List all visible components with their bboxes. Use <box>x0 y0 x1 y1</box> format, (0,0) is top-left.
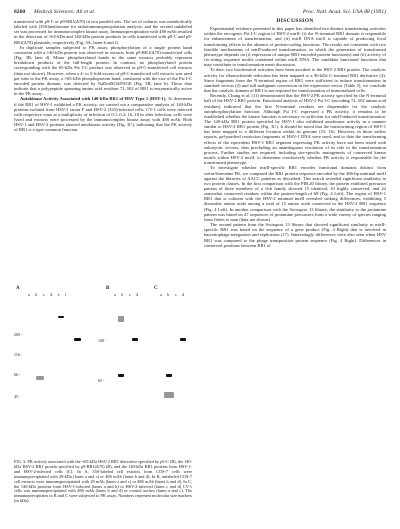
running-header <box>14 7 386 17</box>
marker-b-65: 65 - <box>98 378 105 383</box>
band-a-lane-b-65 <box>36 376 44 380</box>
left-paragraph-3-text: To determine if the RR1 of HSV-1 exhibited a PK activity, we carried out a comparative analysis of 140-kDa proteins isolated from HSV-1 strain F and HSV-2 (333)-infected cells. CV-1 cells were infected with respective virus at a multiplicity of infection of 0.1–0.2; 16–18 hr after infection, cells were lysed and extracts were processed by the immunocomplex kinase assay with 48S mAb. Both HSV-1 and HSV-2 proteins showed autokinase activity (Fig. 3C), indicating that the PK activity of RR1 is a type-common function. <box>14 96 192 133</box>
marker-a-200: 200 - <box>14 332 23 337</box>
left-column <box>14 19 192 132</box>
band-b-lane-d-140 <box>132 338 138 341</box>
left-paragraph-1: transfected with p9-C or p9-RR1(Δ70) in two parallel sets. The set of cultures was metabolically labeled with [35S]methionine for radioimmunoprecipitation analysis, and the second unlabeled set was processed for immunocomplex kinase assay. Immunoprecipitation with 48S mAb resulted in the detection of ≈65-kDa and 140-kDa protein products in cells transfected with p9-C and p9-RR1(Δ70) plasmids, respectively (Fig. 3A, lanes b and f). <box>14 19 193 45</box>
figure-caption: FIG. 3. PK activity associated with the ≈65-kDa HSV-2 RR1 derivative specified by p9-C (B), the 140-kDa HSV-2 RR1 protein specified by p9-RR1(Δ70) (B), and the 140-kDa RR1 proteins from HSV-1- and HSV-2-infected cells (C). In A, 35S-labeled cell extracts from COS-7 cells were immunoprecipitated with 28-kDa (lanes a and c) or 48S mAb (lanes b and d). In B, unlabeled COS-7 cell extracts were immunoprecipitated with 28 mAb (lanes a and c) or 48S mAb (lanes b and d). In C, the 140-kDa proteins from HSV-1-infected (lanes a and b) or HSV-2-infected (lanes c and d) CV-1 cells was immunoprecipitated with 48S mAb (lanes b and d) or control ascites (lanes a and c). The immunoprecipitates in B and C were subjected to PK assay. Numbers represent molecular size markers (in kDa). <box>14 459 192 504</box>
smear-c-lane-b <box>164 392 174 398</box>
left-paragraph-3 <box>14 96 192 132</box>
journal-citation: Proc. Natl. Acad. Sci. USA 88 (1991) <box>302 9 386 15</box>
band-c-lane-b <box>166 374 172 377</box>
marker-b-140: 140 - <box>98 338 107 343</box>
right-paragraph-3: Recently, Chung et al. (11) demonstrated that the HSV-2 PK activity specified by the N-terminal half of the HSV-2 RR1 protein. Functional analysis of HSV-2 Pst I-C (encoding 72–502 amino acid residues) indicated that the first N-terminal residues are dispensable for the catalytic autophosphorylation function. Although Pst I-C expressed a PK activity, it remains to be established whether the kinase function is necessary or sufficient for mtrII-induced transformation. The 140-kDa RR1 protein specified by HSV-1 also exhibited autokinase activity in a manner similar to HSV-2 RR1 protein (Fig. 3C). It should be noted that the transforming region of HSV-1 has been mapped to a different location within its genome (15, 16). However, in those earlier reports, gel-purified restriction fragments of HSV-1 DNA were used, and to date the transforming effects of the equivalent HSV-1 RR1 segment expressing PK activity have not been tested with eukaryotic vectors, thus precluding an unambiguous resolution of its role in the transformation process. Further studies are required, including site-specific mutagenesis of conserved kinase motifs within HSV-2 mtrII, to determine conclusively whether PK activity is responsible for the transformed phenotype. <box>204 93 386 166</box>
marker-a-66: 66 - <box>14 372 21 377</box>
lane-labels-b: a b c d <box>114 292 141 297</box>
marker-a-45: 45 - <box>14 394 21 399</box>
right-paragraph-2: To date, two biochemical activities have been ascribed to the HSV-2 RR1 protein. The catalytic activity for ribonucleotide reduction has been mapped to a 96-kDa C-terminal RR1 derivative (4). Since fragments from the N-terminal region of RR1 were sufficient to induce transformation in standard vectors (2) and full malignant conversion in the expression vector (Table 2), we conclude that the catalytic domain of RR1 is not required for transformation of immortalized cells. <box>204 67 386 94</box>
panel-label-b: B <box>106 286 110 291</box>
discussion-heading: DISCUSSION <box>276 18 314 24</box>
smear-b-lane-b <box>118 316 124 322</box>
band-a-lane-f-140 <box>74 338 81 341</box>
panel-label-c: C <box>154 286 158 291</box>
marker-a-116: 116 - <box>14 352 23 357</box>
section-subheading: Autokinase Activity Associated with 140-kDa RR1 of HSV Type 1 (HSV-1). <box>20 96 167 102</box>
right-column <box>204 19 386 248</box>
page-number: 8260 <box>14 9 26 15</box>
journal-section: Medical Sciences: Ali et al. <box>34 9 96 15</box>
figure-3-autoradiograms <box>14 286 192 456</box>
right-paragraph-4: To investigate whether mtrII-specific RR1 encodes functional domains distinct from serine/threonine PK, we compared the RR1 protein sequence encoded by the 486-bp minimal mtrII against the libraries of AACC patterns as described. This search revealed significant similarity to two protein classes. In the first comparison with the PIR.20 library, the protein exhibited precursor pattern of three members of a fish family showed 15 identical, 10 highly conserved, and 22 somewhat conserved residues within the pattern-length of 69 (Fig. 4 Left). The region of HSV-1 RR1 that is colinear with the HSV-2 minimal mtrII revealed striking differences, exhibiting 5 dissimilar amino acids among a total of 15 amino acids conserved in the HSV-2 RR1 sequence (Fig. 4 Left). In another comparison with the Swissprot 13 library, the similarity to the protamine pattern was based on 47 sequences of protamine precursors from a wide variety of species ranging from fishes to man (data not shown). <box>204 165 386 222</box>
left-paragraph-2: In duplicate samples subjected to PK assay, phosphorylation of a single protein band consistent with a 140-kDa protein was observed in extracts from p9-RR1(Δ70)-transfected cells (Fig. 3B, lane d). Minor phosphorylated bands in the same extracts probably represent breakdown products of the full-length protein. In contrast, no phosphorylated protein corresponding with the 65-kDa Pst I-C product was observed in p9-C-transfected cell extracts (data not shown). However, when a 4- to 5-fold excess of p9-C-transfected cell extracts was used per tube in the PK assay, a ≈65-kDa phosphoprotein band, consistent with the size of the Pst I-C encoded protein domain, was detected by NaDodSO4/PAGE (Fig. 3B, lane b). These data indicate that a polypeptide spanning amino acid residues 71–502 of RR1 is enzymatically active in the PK assay. <box>14 44 192 97</box>
band-c-lane-d <box>180 338 186 341</box>
band-b-lane-b-65 <box>118 374 124 377</box>
panel-label-a: A <box>16 286 20 291</box>
right-paragraph-5: The second pattern from the Swissprot 13 library that showed significant similarity to mtrII-specific RR1 was based on the sequence of a gene product (Fig. 4 Right) that is involved in bacteriophage integration and replication (17). Interestingly differences were also seen when HSV RR1 was compared to the phage transposition protein sequence (Fig. 4 Right). Differences in conserved positions between RR1 of <box>204 222 386 248</box>
lane-labels-a: a b c d e f <box>28 292 69 297</box>
band-a-lane-d <box>58 316 64 318</box>
right-paragraph-1: Experimental evidence presented in this paper has identified two distinct transforming activities within the oncogenic Pst I-C region of HSV-2 mtrII: (i) the N-terminal RR1 domain is responsible for enhancement of transformation, and (ii) mtrII DNA itself is capable of producing focal transforming effects in the absence of protein-coding functions. The results are consistent with two feasible mechanisms of mtrII-induced transformation, in which the generation of transformed phenotype depends on (i) expression of unique RR1-encoded protein function(s) and (ii) activity of cis-acting sequence motifs contained within mtrII DNA. The candidate functional functions that may contribute to transformation merit discussion. <box>204 26 386 68</box>
lane-labels-c: a b c d <box>160 292 187 297</box>
